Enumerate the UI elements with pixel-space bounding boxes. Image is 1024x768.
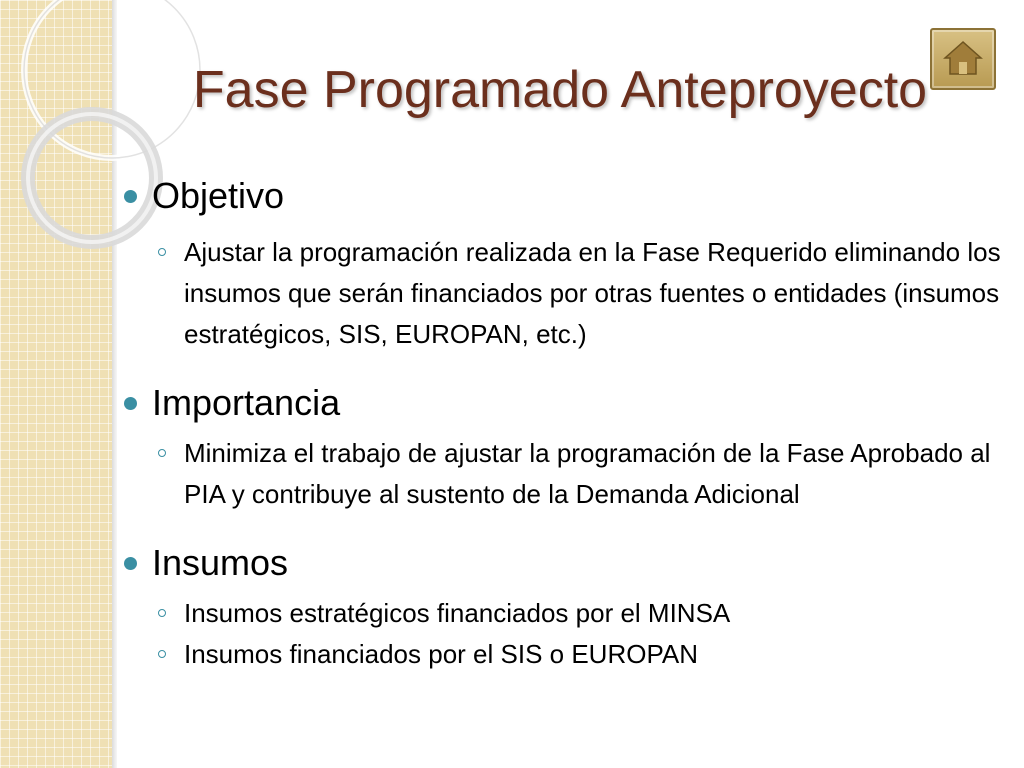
bullet-heading (118, 537, 1008, 589)
sub-bullet-text: Insumos estratégicos financiados por el MINSA (184, 598, 731, 628)
sub-bullet-text: Ajustar la programación realizada en la Fase Requerido eliminando los insumos que serán financiados por otras fuentes o entidades (insumos estratégicos, SIS, EUROPAN, etc.) (184, 237, 1001, 349)
sub-bullet (118, 593, 1008, 634)
bullet-dot-icon (124, 190, 137, 203)
bullet-dot-icon (124, 557, 137, 570)
decorative-side-band (0, 0, 112, 768)
sub-bullet-ring-icon (158, 609, 166, 617)
heading-text: Insumos (152, 542, 289, 583)
sub-bullet-ring-icon (158, 248, 166, 256)
sub-bullet (118, 634, 1008, 675)
sub-bullet-text: Insumos financiados por el SIS o EUROPAN (184, 639, 698, 669)
sub-bullet (118, 232, 1008, 355)
bullet-dot-icon (124, 397, 137, 410)
sub-bullet-ring-icon (158, 449, 166, 457)
bullet-heading (118, 377, 1008, 429)
heading-text: Importancia (152, 382, 341, 423)
section-insumos (118, 537, 1008, 675)
heading-text: Objetivo (152, 175, 285, 216)
sub-bullet-ring-icon (158, 650, 166, 658)
sub-bullet (118, 433, 1008, 515)
side-band-edge (112, 0, 117, 768)
bullet-heading (118, 170, 1008, 222)
section-objetivo (118, 170, 1008, 355)
slide-title: Fase Programado Anteproyecto (192, 61, 928, 119)
sub-bullet-text: Minimiza el trabajo de ajustar la programación de la Fase Aprobado al PIA y contribuye al sustento de la Demanda Adicional (184, 438, 991, 509)
slide-content (118, 170, 1008, 675)
section-importancia (118, 377, 1008, 515)
